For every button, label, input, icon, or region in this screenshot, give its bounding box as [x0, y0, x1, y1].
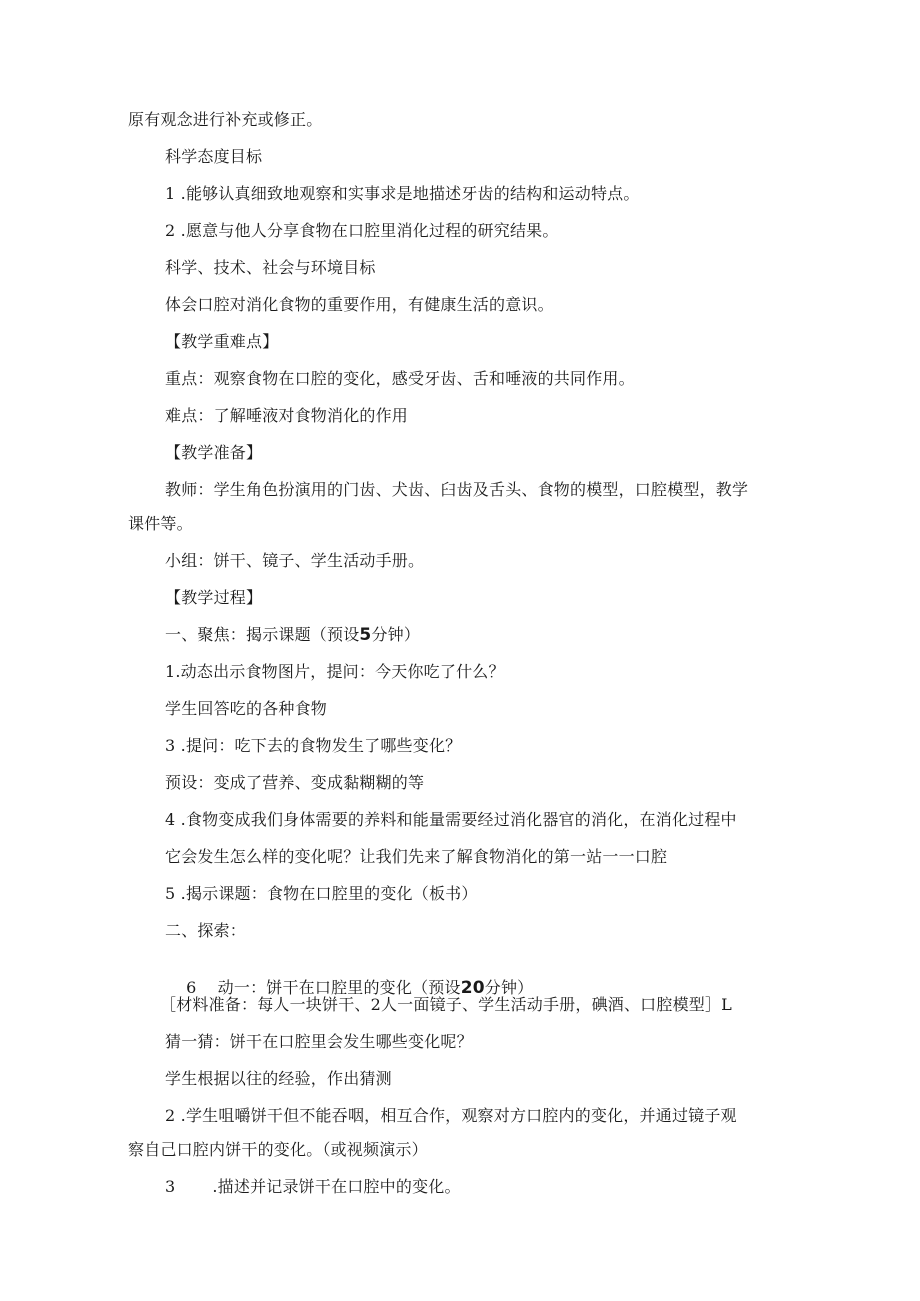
- text-line: 1.动态出示食物图片，提问：今天你吃了什么？: [165, 662, 505, 681]
- text-line: 学生根据以往的经验，作出猜测: [165, 1069, 392, 1088]
- text-line: 3 .描述并记录饼干在口腔中的变化。: [165, 1177, 461, 1196]
- activity-heading-text: 6 动一：饼干在口腔里的变化（预设: [186, 978, 461, 997]
- text-line: 体会口腔对消化食物的重要作用，有健康生活的意识。: [165, 295, 554, 314]
- text-line: 3 .提问：吃下去的食物发生了哪些变化？: [165, 736, 462, 755]
- section-heading-stse: 科学、技术、社会与环境目标: [165, 258, 376, 277]
- text-line: 课件等。: [128, 514, 193, 533]
- text-line: 学生回答吃的各种食物: [165, 699, 328, 718]
- preset-minutes: 5: [359, 625, 372, 645]
- text-line: 察自己口腔内饼干的变化。（或视频演示）: [128, 1140, 428, 1159]
- section-heading-key-points: 【教学重难点】: [165, 332, 279, 351]
- text-line: 重点：观察食物在口腔的变化，感受牙齿、舌和唾液的共同作用。: [165, 369, 635, 388]
- section-heading-process: 【教学过程】: [165, 588, 263, 607]
- section-heading-attitude: 科学态度目标: [165, 147, 263, 166]
- step-heading-explore: 二、探索：: [165, 921, 247, 940]
- text-line: 它会发生怎么样的变化呢？让我们先来了解食物消化的第一站一一口腔: [165, 847, 668, 866]
- activity-heading-text: 分钟）: [484, 978, 534, 997]
- step-heading-focus: [165, 625, 420, 645]
- text-line: 2 .愿意与他人分享食物在口腔里消化过程的研究结果。: [165, 221, 559, 240]
- text-line: 教师：学生角色扮演用的门齿、犬齿、臼齿及舌头、食物的模型，口腔模型，教学: [165, 480, 749, 499]
- step-heading-text: 分钟）: [371, 625, 421, 644]
- text-line: 小组：饼干、镜子、学生活动手册。: [165, 551, 425, 570]
- text-line: 2 .学生咀嚼饼干但不能吞咽，相互合作，观察对方口腔内的变化，并通过镜子观: [165, 1106, 737, 1125]
- text-line: 难点：了解唾液对食物消化的作用: [165, 406, 409, 425]
- text-line: 1 .能够认真细致地观察和实事求是地描述牙齿的结构和运动特点。: [165, 184, 640, 203]
- text-line: 原有观念进行补充或修正。: [128, 110, 323, 129]
- text-line: 4 .食物变成我们身体需要的养料和能量需要经过消化器官的消化，在消化过程中: [165, 810, 737, 829]
- text-line: 5 .揭示课题：食物在口腔里的变化（板书）: [165, 884, 478, 903]
- step-heading-text: 一、聚焦：揭示课题（预设: [165, 625, 360, 644]
- section-heading-preparation: 【教学准备】: [165, 443, 263, 462]
- preset-minutes: 20: [460, 978, 485, 998]
- text-line: 猜一猜：饼干在口腔里会发生哪些变化呢？: [165, 1032, 473, 1051]
- text-line: 预设：变成了营养、变成黏糊糊的等: [165, 773, 425, 792]
- materials-line: ［材料准备：每人一块饼干、2人一面镜子、学生活动手册，碘酒、口腔模型］L: [160, 995, 733, 1014]
